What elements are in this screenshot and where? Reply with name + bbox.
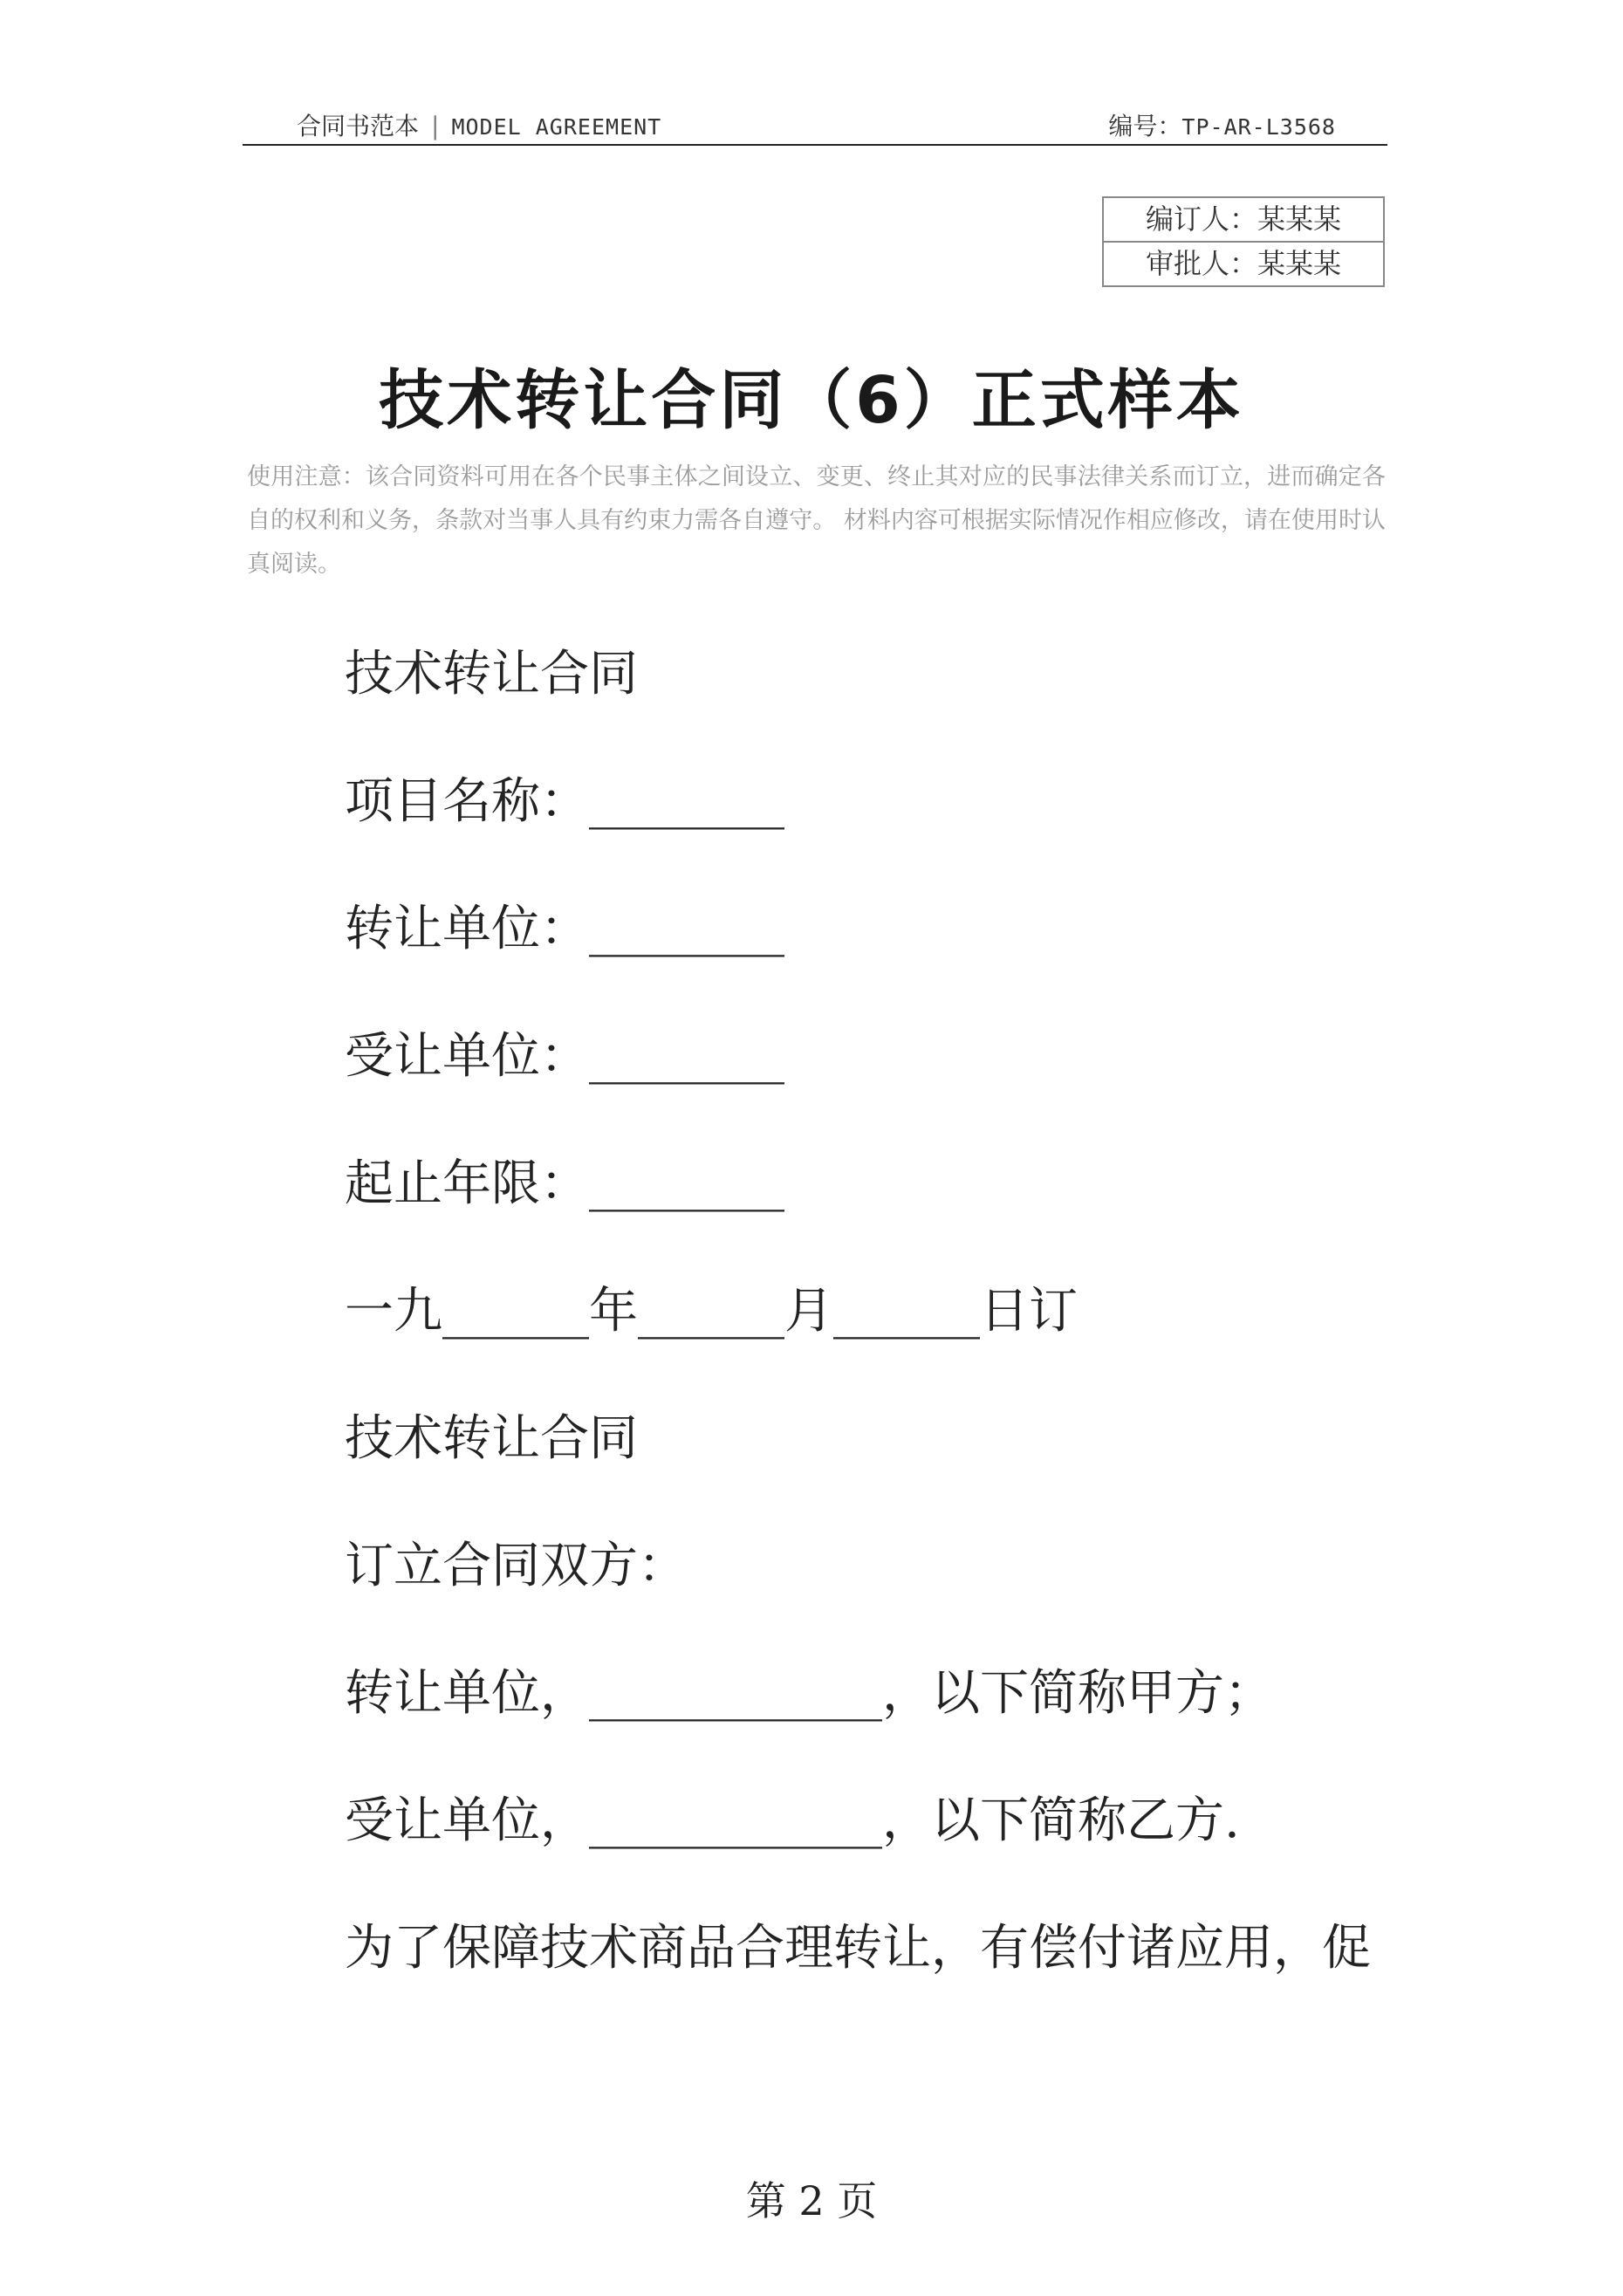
reviewer-field: 审批人：某某某: [1104, 241, 1383, 285]
body-line-term: 起止年限：________: [345, 1155, 784, 1212]
usage-notice: 使用注意：该合同资料可用在各个民事主体之间设立、变更、终止其对应的民事法律关系而订立，进而确定各自的权利和义务，条款对当事人具有约束力需各自遵守。 材料内容可根据实际情况作相应修改，请在使用时认真阅读。: [247, 463, 1386, 578]
body-line-parties: 订立合同双方：: [345, 1538, 687, 1594]
header-doc-type: 合同书范本: [297, 112, 420, 141]
document-title: 技术转让合同（6）正式样本: [379, 363, 1244, 438]
body-line-transferor: 转让单位：________: [345, 901, 784, 957]
header-separator: |: [431, 112, 440, 141]
header-right: [1108, 107, 1336, 142]
body-line-transferee: 受让单位：________: [345, 1028, 784, 1085]
header-left: [297, 107, 661, 142]
page-number: 第 2 页: [745, 2177, 878, 2224]
body-line-party-b: 受让单位，____________，以下简称乙方.: [345, 1792, 1240, 1849]
body-line-title: 技术转让合同: [345, 646, 638, 703]
header-divider: [243, 144, 1387, 146]
doc-code: TP-AR-L3568: [1181, 114, 1336, 140]
body-line-contract-heading: 技术转让合同: [345, 1410, 638, 1467]
body-line-date: 一九______年______月______日订: [345, 1283, 1078, 1340]
doc-code-label: 编号：: [1108, 112, 1182, 141]
body-line-party-a: 转让单位，____________，以下简称甲方；: [345, 1665, 1273, 1722]
body-line-purpose: 为了保障技术商品合理转让，有偿付诸应用，促: [345, 1920, 1371, 1977]
header-doc-type-en: MODEL AGREEMENT: [451, 114, 662, 140]
editor-field: 编订人：某某某: [1145, 202, 1341, 236]
approver-box: [1102, 196, 1385, 287]
body-line-project-name: 项目名称：________: [345, 773, 784, 830]
